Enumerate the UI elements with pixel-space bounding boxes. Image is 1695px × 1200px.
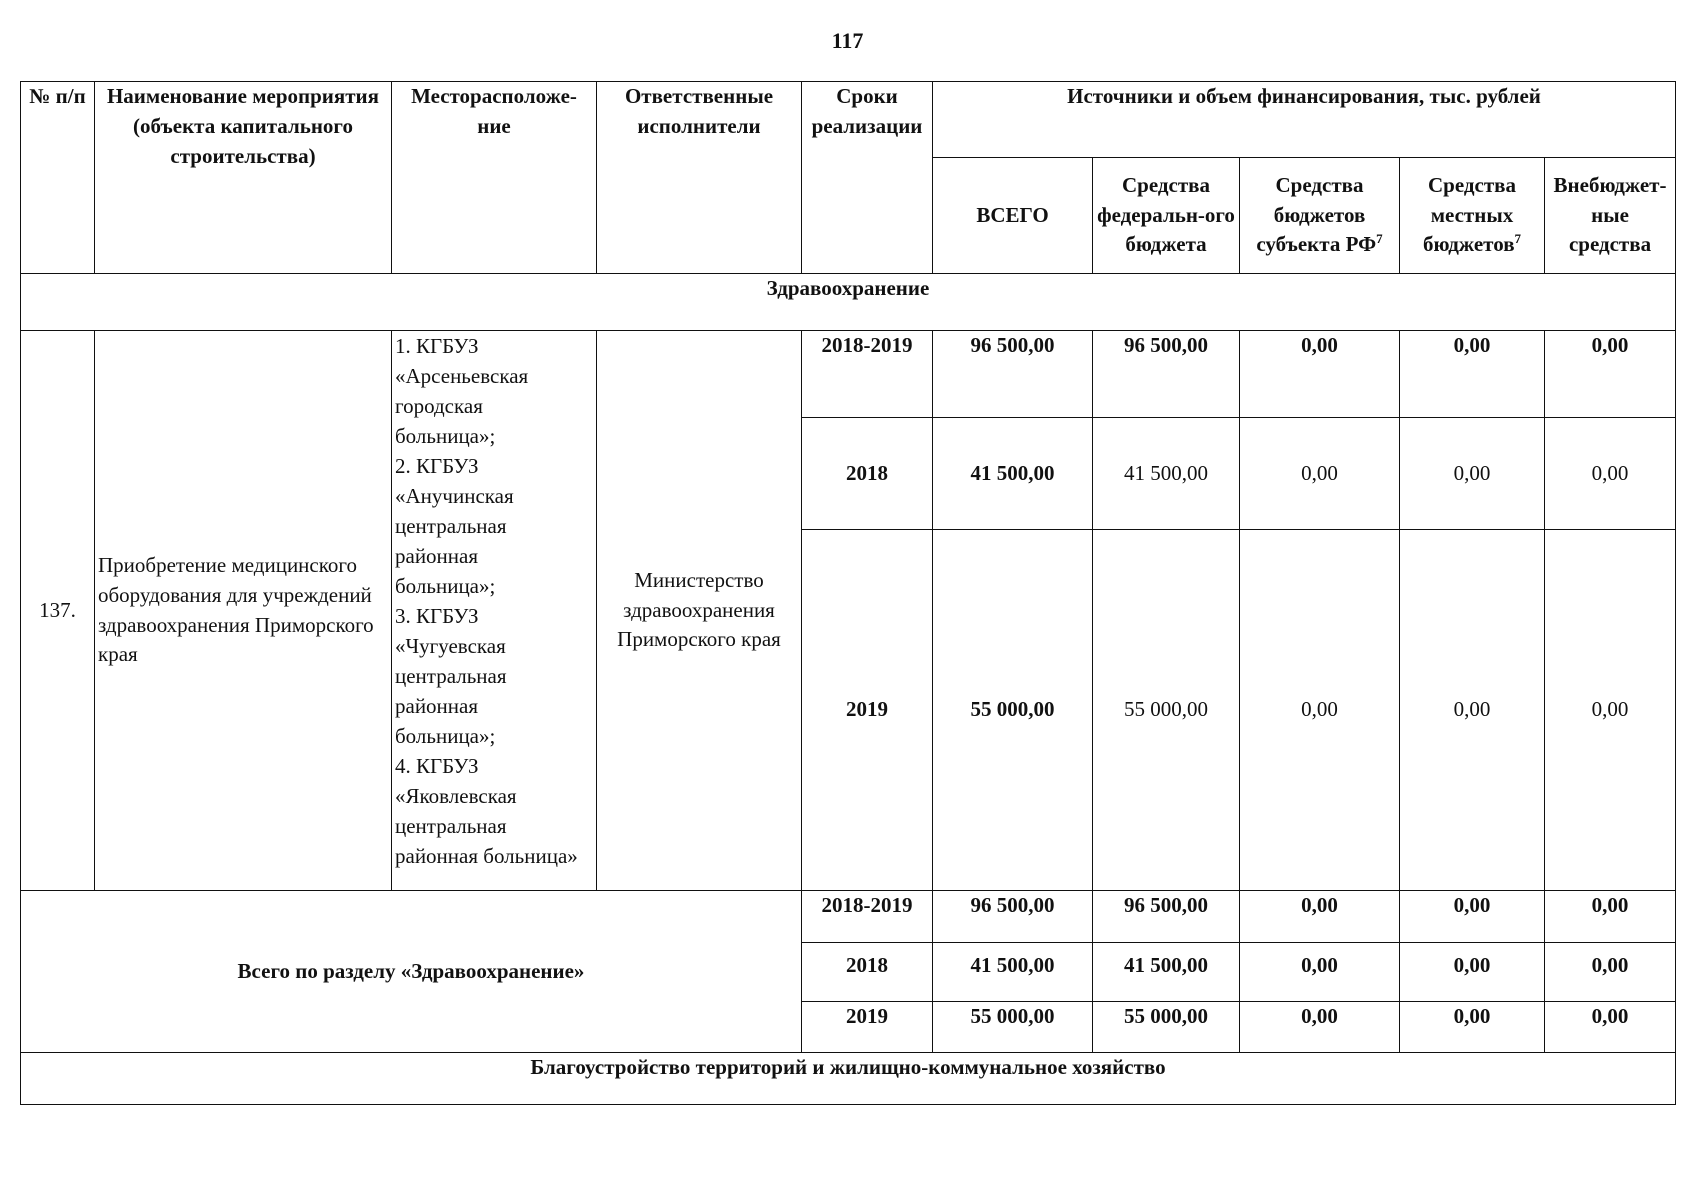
header-subject xyxy=(1240,158,1400,274)
subject-cell: 0,00 xyxy=(1240,891,1400,943)
location-line: районная xyxy=(395,694,479,719)
term-cell: 2018 xyxy=(802,943,933,1002)
footnote-mark: 7 xyxy=(1514,231,1522,247)
location-line: 3. КГБУЗ xyxy=(395,604,479,629)
total-cell: 96 500,00 xyxy=(933,891,1093,943)
federal-cell: 96 500,00 xyxy=(1093,331,1240,418)
item-location xyxy=(392,331,597,891)
location-line: 2. КГБУЗ xyxy=(395,454,479,479)
header-local xyxy=(1400,158,1545,274)
financing-table xyxy=(20,81,1676,1105)
section-row xyxy=(21,1053,1676,1105)
header-row-1 xyxy=(21,82,1676,158)
local-cell: 0,00 xyxy=(1400,943,1545,1002)
table-row xyxy=(21,331,1676,418)
extra-cell: 0,00 xyxy=(1545,418,1676,530)
subject-cell: 0,00 xyxy=(1240,530,1400,891)
header-name: Наименование мероприятия (объекта капитального строительства) xyxy=(95,82,392,274)
federal-cell: 55 000,00 xyxy=(1093,530,1240,891)
section-title-next: Благоустройство территорий и жилищно-коммунальное хозяйство xyxy=(21,1053,1676,1105)
location-line: центральная xyxy=(395,664,507,689)
federal-cell: 41 500,00 xyxy=(1093,418,1240,530)
section-row xyxy=(21,274,1676,331)
subject-cell: 0,00 xyxy=(1240,1002,1400,1053)
extra-cell: 0,00 xyxy=(1545,891,1676,943)
location-line: больница»; xyxy=(395,424,496,449)
header-num: № п/п xyxy=(21,82,95,274)
term-cell: 2018-2019 xyxy=(802,331,933,418)
header-total: ВСЕГО xyxy=(933,158,1093,274)
local-cell: 0,00 xyxy=(1400,530,1545,891)
location-line: центральная xyxy=(395,814,507,839)
location-line: 4. КГБУЗ xyxy=(395,754,479,779)
total-cell: 41 500,00 xyxy=(933,943,1093,1002)
term-cell: 2018-2019 xyxy=(802,891,933,943)
total-row xyxy=(21,891,1676,943)
item-name: Приобретение медицинского оборудования для учреждений здравоохранения Приморского края xyxy=(95,331,392,891)
term-cell: 2019 xyxy=(802,530,933,891)
header-federal: Средства федеральн-ого бюджета xyxy=(1093,158,1240,274)
location-line: 1. КГБУЗ xyxy=(395,334,479,358)
header-terms: Сроки реализации xyxy=(802,82,933,274)
page-number: 117 xyxy=(831,28,864,53)
local-cell: 0,00 xyxy=(1400,1002,1545,1053)
local-cell: 0,00 xyxy=(1400,331,1545,418)
federal-cell: 41 500,00 xyxy=(1093,943,1240,1002)
item-responsible: Министерство здравоохранения Приморского края xyxy=(597,331,802,891)
location-line: «Яковлевская xyxy=(395,784,517,809)
total-cell: 55 000,00 xyxy=(933,530,1093,891)
header-local-text: Средства местных бюджетов xyxy=(1422,172,1516,257)
section-title-health: Здравоохранение xyxy=(21,274,1676,331)
item-number: 137. xyxy=(21,331,95,891)
location-line: городская xyxy=(395,394,483,419)
federal-cell: 55 000,00 xyxy=(1093,1002,1240,1053)
subject-cell: 0,00 xyxy=(1240,418,1400,530)
header-location: Месторасположе-ние xyxy=(392,82,597,274)
total-cell: 96 500,00 xyxy=(933,331,1093,418)
location-line: «Чугуевская xyxy=(395,634,506,659)
footnote-mark: 7 xyxy=(1376,231,1383,247)
section-total-label: Всего по разделу «Здравоохранение» xyxy=(21,891,802,1053)
header-sources: Источники и объем финансирования, тыс. рублей xyxy=(933,82,1676,158)
local-cell: 0,00 xyxy=(1400,418,1545,530)
extra-cell: 0,00 xyxy=(1545,943,1676,1002)
location-line: районная xyxy=(395,544,479,569)
federal-cell: 96 500,00 xyxy=(1093,891,1240,943)
term-cell: 2018 xyxy=(802,418,933,530)
header-subject-text: Средства бюджетов субъекта РФ xyxy=(1256,172,1377,257)
subject-cell: 0,00 xyxy=(1240,943,1400,1002)
subject-cell: 0,00 xyxy=(1240,331,1400,418)
location-line: центральная xyxy=(395,514,507,539)
total-cell: 55 000,00 xyxy=(933,1002,1093,1053)
location-line: больница»; xyxy=(395,574,496,599)
header-extra: Внебюджет-ные средства xyxy=(1545,158,1676,274)
location-line: «Анучинская xyxy=(395,484,514,509)
total-cell: 41 500,00 xyxy=(933,418,1093,530)
location-line: районная больница» xyxy=(395,844,578,869)
location-line: «Арсеньевская xyxy=(395,364,529,389)
extra-cell: 0,00 xyxy=(1545,331,1676,418)
term-cell: 2019 xyxy=(802,1002,933,1053)
location-line: больница»; xyxy=(395,724,496,749)
local-cell: 0,00 xyxy=(1400,891,1545,943)
extra-cell: 0,00 xyxy=(1545,530,1676,891)
header-responsible: Ответственные исполнители xyxy=(597,82,802,274)
extra-cell: 0,00 xyxy=(1545,1002,1676,1053)
